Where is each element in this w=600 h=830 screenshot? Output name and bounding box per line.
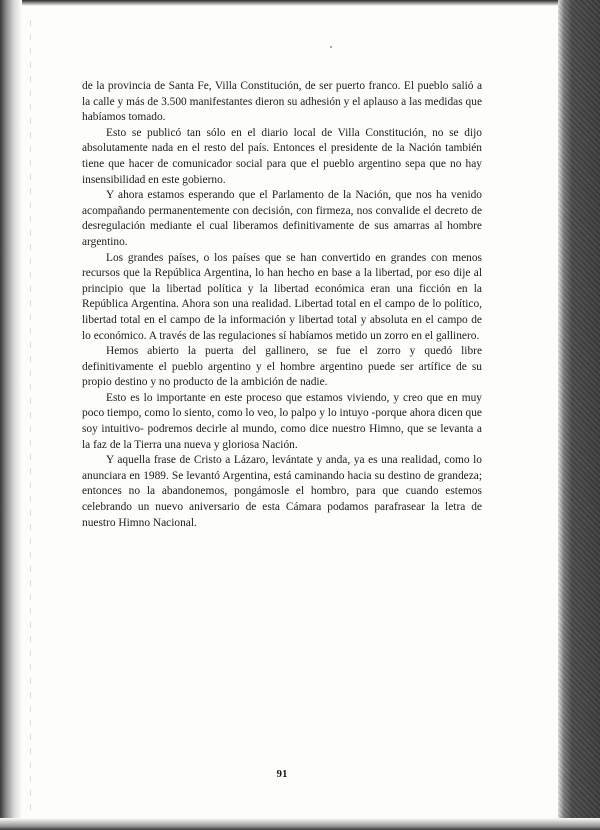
scan-bottom-edge <box>0 818 600 830</box>
paragraph-6: Esto es lo importante en este proceso que estamos viviendo, y creo que en muy poco tiempo, como lo siento, como lo veo, lo palpo y lo intuyo -porque ahora dicen que soy intuitivo- podremos decirle al mundo, como dice nuestro Himno, que se levanta a la faz de la Tierra una nueva y gloriosa Nación. <box>82 391 482 451</box>
scan-binding-edge <box>0 0 22 830</box>
paragraph-5: Hemos abierto la puerta del gallinero, se fue el zorro y quedó libre definitivamente el pueblo argentino y el hombre argentino puede ser artífice de su propio destino y no producto de la ambición de nadie. <box>82 345 482 389</box>
scan-artifact-line <box>30 20 31 810</box>
paragraph-3: Y ahora estamos esperando que el Parlamento de la Nación, que nos ha venido acompañando permanentemente con decisión, con firmeza, nos convalide el decreto de desregulación mediante el cual liberamos definitivamente de sus amarras al hombre argentino. <box>82 189 482 248</box>
paragraph-2: Esto se publicó tan sólo en el diario local de Villa Constitución, no se dijo absolutamente nada en el resto del país. Entonces el presidente de la Nación también tiene que hacer de comunicador social para que el pueblo argentino sepa que no hay insensibilidad en este gobierno. <box>82 126 482 186</box>
page-number: 91 <box>276 768 288 780</box>
scan-speck <box>330 46 332 48</box>
paragraph-4: Los grandes países, o los países que se han convertido en grandes con menos recursos que la República Argentina, lo han hecho en base a la libertad, por eso dije al principio que la libertad política y la libertad económica eran una ficción en la República Argentina. Ahora son una realidad. Libertad total en el campo de lo político, libertad total en el campo de la información y libertad total y absoluta en el campo de lo económico. A través de las regulaciones sí habíamos metido un zorro en el gallinero. <box>82 251 482 342</box>
scan-top-edge <box>0 0 600 6</box>
scan-right-edge <box>558 0 600 830</box>
paragraph-1: de la provincia de Santa Fe, Villa Constitución, de ser puerto franco. El pueblo salió a la calle y más de 3.500 manifestantes dieron su adhesión y el aplauso a las medidas que habíamos tomado. <box>82 80 482 124</box>
paragraph-7: Y aquella frase de Cristo a Lázaro, levántate y anda, ya es una realidad, como lo anunciara en 1989. Se levantó Argentina, está caminando hacia su destino de grandeza; entonces no la abandonemos, pongámosle el hombro, para que cuando estemos celebrando un nuevo aniversario de esta Cámara podamos parafrasear la letra de nuestro Himno Nacional. <box>82 454 482 529</box>
body-text <box>82 79 482 531</box>
